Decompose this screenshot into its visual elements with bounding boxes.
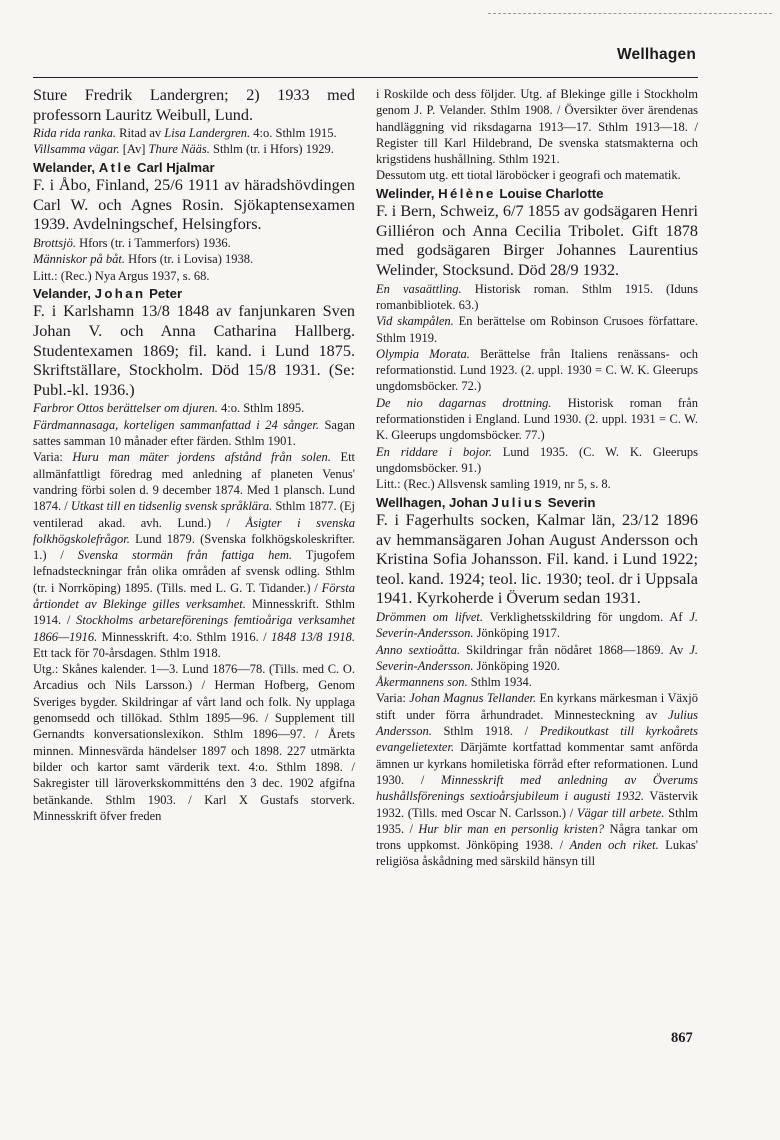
running-header: Wellhagen (616, 46, 696, 63)
work-text: Tjugofem lefnadsteckningar från olika områden af svensk odling. Sthlm (tr. i Norrköping) 1895. (Tills. med L. G. T. Tidander.) / (33, 548, 355, 595)
heading-callname: Julius (491, 494, 545, 510)
work-author: Lisa Landergren. (164, 126, 251, 141)
work-title: Åsigter i svenska folkhögskolefrågor. (33, 515, 355, 546)
work-text: Sthlm 1934. (470, 675, 532, 690)
entry-heading (376, 185, 698, 203)
work-text: Ett allmänfattligt föredrag med anledning af planeten Venus' vandring förbi solen d. 9 december 1874. Med 1 plansch. Lund 1874. / (33, 450, 356, 514)
entry-heading (376, 494, 698, 512)
work-item (376, 609, 698, 642)
work-text: Hfors (tr. i Tammerfors) 1936. (79, 236, 231, 251)
editor-list-continued: i Roskilde och dess följder. Utg. af Blekinge gille i Stockholm genom J. P. Velander. Sthlm 1908. / Översikter över ärendenas handläggning vid riksdagarna 1913—17. Sthlm 1913—18. / Register till Karl Hildebrand, De svenska statsmakterna och krigstidens hushållning. Sthlm 1921. (376, 87, 698, 167)
work-text: Skildringar från nödåret 1868—1869. Av (466, 642, 684, 657)
work-item (33, 125, 355, 141)
work-item (33, 235, 355, 251)
work-text: 4:o. Sthlm 1915. (253, 126, 337, 141)
entry-heading (33, 285, 355, 303)
work-text: Sthlm 1935. / (376, 805, 699, 836)
work-text: Ritad av (119, 126, 162, 141)
work-item (376, 346, 698, 395)
varia-label: Varia: (33, 450, 63, 465)
work-title: En vasaättling. (376, 281, 462, 296)
work-title: En riddare i bojor. (376, 444, 492, 459)
work-text: Därjämte kortfattad kommentar samt anförda ämnen ur kyrkans homiletiska förråd efter reformationen. Lund 1930. / (376, 740, 699, 787)
left-column (33, 86, 355, 824)
work-item (33, 400, 355, 416)
heading-names: Severin (547, 494, 596, 510)
varia-label: Varia: (376, 691, 406, 706)
work-item (376, 281, 698, 314)
work-text: Jönköping 1917. (476, 626, 561, 641)
biography: F. i Karlshamn 13/8 1848 av fanjunkaren Sven Johan V. och Anna Catharina Hallberg. Studentexamen 1869; fil. kand. i Lund 1875. Skriftställare, Stockholm. Död 15/8 1931. (Se: Publ.-kl. 1936.) (33, 302, 355, 399)
work-text: Historisk roman från reformationstiden i England. Lund 1930. (2. uppl. 1931 = C. W. K. Gleerups ungdomsböcker. 77.) (376, 395, 698, 443)
work-text: Några tankar om trons uppkomst. Jönköping 1938. / (376, 821, 699, 853)
work-text: Minnesskrift. Sthlm 1914. / (33, 596, 356, 628)
work-title: Huru man mäter jordens afstånd från solen. (72, 450, 331, 465)
work-text: En kyrkans märkesman i Växjö stift under förra århundradet. Minnesteckning av (376, 691, 699, 722)
work-text: Berättelse från Italiens renässans- och reformationstid. Lund 1923. (2. uppl. 1930 = C. W. K. Gleerups ungdomsböcker. 72.) (376, 346, 698, 394)
work-title: Svenska stormän från fattiga hem. (77, 548, 293, 563)
varia-list (33, 449, 355, 661)
editor-list: Utg.: Skånes kalender. 1—3. Lund 1876—78. (Tills. med C. O. Arcadius och Nils Larsson.) / Herman Hofberg, Genom Sveriges bygder. Skildringar af vårt land och folk. Ny upplaga genomsedd och tillökad. Sthlm 1895—96. / Supplement till Gernandts konversationslexikon. Sthlm 1896—97. / Årets minnen. Minnesvärda händelser 1897 och 1898. 227 utmärkta bilder och kartor samt värderik text. 4:o. Sthlm 1898. / Sakregister till läroverkskommitténs den 3 dec. 1902 afgifna betänkande. Sthlm 1903. / Karl X Gustafs storverk. Minnesskrift öfver freden (33, 662, 355, 823)
work-text: Sthlm (tr. i Hfors) 1929. (213, 142, 334, 157)
work-title: Johan Magnus Tellander. (409, 691, 537, 706)
literature-ref: Litt.: (Rec.) Allsvensk samling 1919, nr 5, s. 8. (376, 477, 611, 492)
work-title: Anno sextioåtta. (376, 642, 461, 657)
right-column (376, 86, 698, 870)
work-text: [Av] (122, 142, 146, 157)
work-item (376, 395, 698, 444)
literature-ref: Litt.: (Rec.) Nya Argus 1937, s. 68. (33, 268, 210, 283)
work-text: Lukas' religiösa åskådning med särskild hänsyn till (376, 838, 699, 869)
work-text: Sthlm 1918. / (443, 724, 529, 739)
work-item (376, 642, 698, 675)
work-title: Åkermannens son. (376, 675, 468, 690)
heading-surname: Velander, (33, 285, 91, 301)
work-title: Hur blir man en personlig kristen? (418, 821, 605, 836)
work-title: Olympia Morata. (376, 346, 470, 361)
work-title: Människor på båt. (33, 252, 126, 267)
work-title: Färdmannasaga, korteligen sammanfattad i 24 sånger. (33, 417, 319, 432)
work-text: Sthlm 1877. (Ej ventilerad akad. avh. Lund.) / (33, 499, 355, 530)
entry-continuation: Sture Fredrik Landergren; 2) 1933 med professorn Lauritz Weibull, Lund. (33, 86, 355, 124)
header-rule (33, 77, 698, 78)
work-title: Brottsjö. (33, 236, 76, 251)
work-title: Vid skampålen. (376, 314, 454, 329)
work-item (376, 444, 698, 477)
work-text: Verklighetsskildring för ungdom. Af (489, 609, 683, 624)
work-title: Farbror Ottos berättelser om djuren. (33, 401, 218, 416)
heading-callname: Hélène (438, 185, 496, 201)
biography: F. i Fagerhults socken, Kalmar län, 23/12 1896 av hemmansägaren Johan August Andersson och Kristina Sofia Johansson. Fil. kand. i Lund 1922; teol. kand. 1924; teol. lic. 1930; teol. dr i Uppsala 1941. Kyrkoherde i Överum sedan 1931. (376, 511, 698, 608)
work-item (33, 417, 355, 450)
work-text: 4:o. Sthlm 1895. (220, 401, 305, 416)
work-text: Historisk roman. Sthlm 1915. (Iduns romanbibliotek. 63.) (376, 281, 698, 312)
work-title: Utkast till en tidsenlig svensk språklära. (70, 499, 273, 514)
heading-callname: Johan (94, 285, 146, 301)
work-author: Thure Nääs. (148, 142, 210, 157)
heading-names: Peter (149, 285, 183, 301)
work-title: De nio dagarnas drottning. (376, 395, 552, 410)
work-item (376, 674, 698, 690)
work-title: Första årtiondet av Blekinge gilles verksamhet. (33, 580, 356, 611)
biography: F. i Bern, Schweiz, 6/7 1855 av godsägaren Henri Gilliéron och Anna Cecilia Tribolet. Gift 1878 med godsägaren Birger Johannes Laurentius Welinder, Stocksund. Död 28/9 1932. (376, 202, 698, 280)
work-text: Västervik 1932. (Tills. med Oscar N. Carlsson.) / (376, 789, 698, 820)
work-text: En berättelse om Robinson Crusoes författare. Sthlm 1919. (376, 314, 698, 345)
heading-surname: Wellhagen, Johan (376, 494, 488, 510)
work-title: Villsamma vägar. (33, 142, 120, 157)
work-text: Lund 1935. (C. W. K. Gleerups ungdomsböcker. 91.) (376, 444, 698, 475)
work-text: Lund 1879. (Svenska folkhögskoleskrifter. 1.) / (33, 531, 356, 563)
varia-list (376, 690, 698, 869)
work-title: 1848 13/8 1918. (270, 629, 356, 644)
work-author: J. Severin-Andersson. (376, 642, 699, 673)
work-text: Hfors (tr. i Lovisa) 1938. (128, 252, 254, 267)
work-item (33, 251, 355, 267)
top-edge-rule (488, 13, 772, 14)
work-text: Jönköping 1920. (476, 658, 561, 673)
work-title: Predikoutkast till kyrkoårets evangelietexter. (376, 724, 698, 755)
work-title: Vägar till arbete. (576, 805, 665, 820)
work-text: Ett tack för 70-årsdagen. Sthlm 1918. (33, 645, 221, 660)
heading-surname: Welander, (33, 159, 96, 175)
page-number: 867 (671, 1030, 693, 1046)
work-text: Minnesskrift. 4:o. Sthlm 1916. / (101, 629, 267, 644)
work-title: Drömmen om lifvet. (376, 609, 483, 624)
work-item (33, 141, 355, 157)
heading-names: Carl Hjalmar (136, 159, 215, 175)
work-title: Anden och riket. (569, 838, 659, 853)
additional-note: Dessutom utg. ett tiotal läroböcker i geografi och matematik. (376, 168, 681, 183)
work-title: Stockholms arbetareförenings femtioåriga verksamhet 1866—1916. (33, 613, 356, 644)
work-author: Julius Andersson. (376, 707, 698, 739)
heading-callname: Atle (98, 159, 134, 175)
heading-names: Louise Charlotte (499, 185, 604, 201)
work-title: Minnesskrift med anledning av Överums hushållsförenings sextioårsjubileum i augusti 1932. (376, 772, 699, 804)
work-text: Sagan sattes samman 10 månader efter färden. Sthlm 1901. (33, 417, 355, 449)
work-title: Rida rida ranka. (33, 126, 116, 141)
heading-surname: Welinder, (376, 185, 435, 201)
biography: F. i Åbo, Finland, 25/6 1911 av häradshövdingen Carl W. och Agnes Rosin. Sjökaptensexamen 1939. Avdelningschef, Helsingfors. (33, 176, 355, 234)
work-item (376, 313, 698, 346)
entry-heading (33, 159, 355, 177)
work-author: J. Severin-Andersson. (376, 609, 698, 641)
